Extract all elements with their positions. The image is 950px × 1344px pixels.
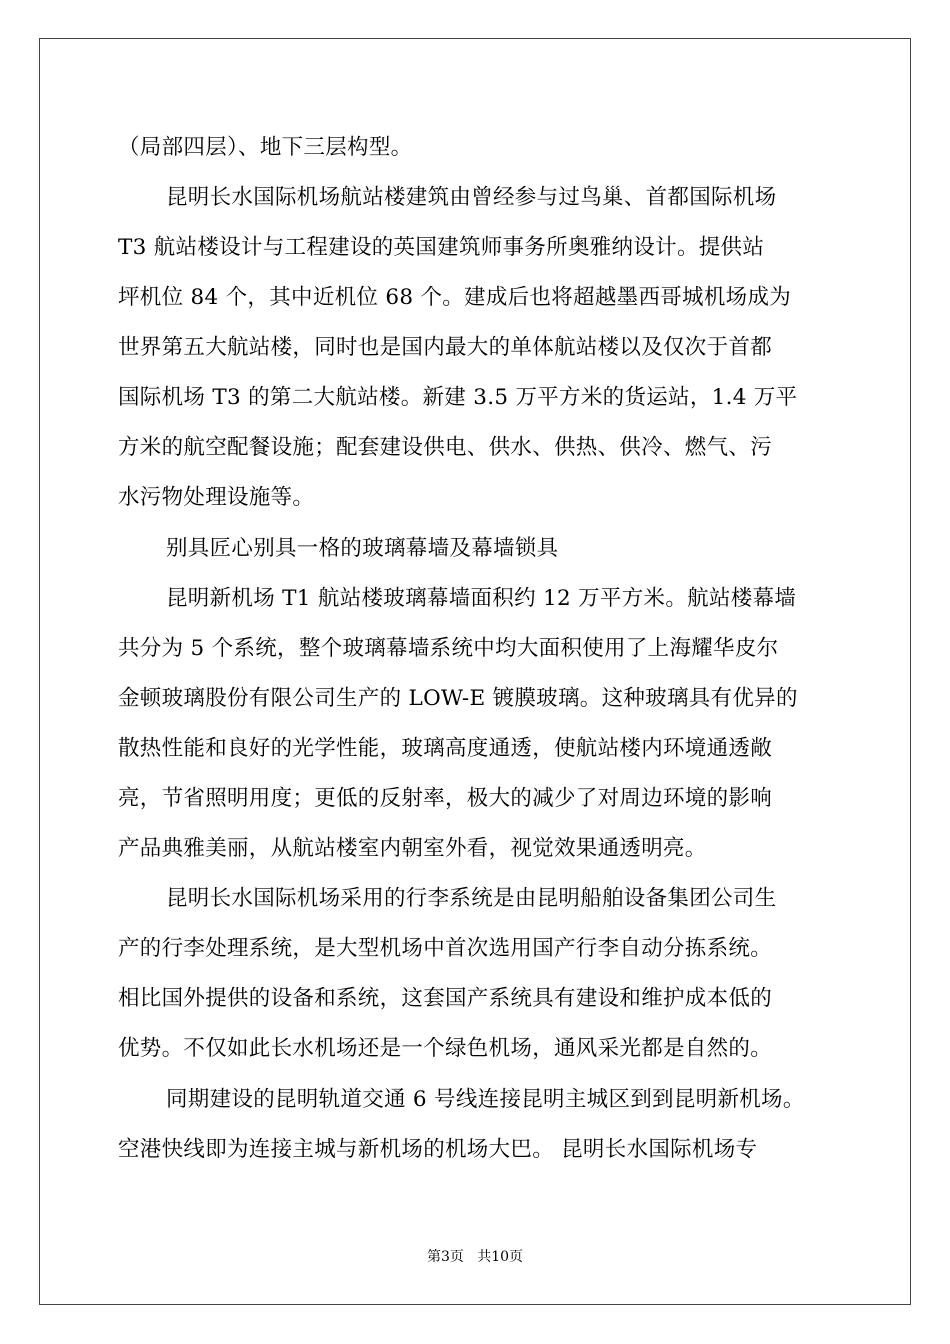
text-line: T3 航站楼设计与工程建设的英国建筑师事务所奥雅纳设计。提供站 [118,235,765,260]
page-number-footer: 第3页 共10页 [426,1249,524,1265]
text-line: 昆明长水国际机场采用的行李系统是由昆明船舶设备集团公司生 [166,886,777,911]
text-line: 坪机位 84 个，其中近机位 68 个。建成后也将超越墨西哥城机场成为 [118,285,792,310]
text-line: 优势。不仅如此长水机场还是一个绿色机场，通风采光都是自然的。 [118,1036,773,1061]
text-line: 方米的航空配餐设施；配套建设供电、供水、供热、供冷、燃气、污 [118,435,773,460]
text-line: 昆明长水国际机场航站楼建筑由曾经参与过鸟巢、首都国际机场 [166,185,777,210]
text-line: 产品典雅美丽，从航站楼室内朝室外看，视觉效果通透明亮。 [118,836,707,861]
text-line: 世界第五大航站楼，同时也是国内最大的单体航站楼以及仅次于首都 [118,335,773,360]
text-line: 亮，节省照明用度；更低的反射率，极大的减少了对周边环境的影响 [118,786,773,811]
text-line: 水污物处理设施等。 [118,485,315,510]
text-line: 国际机场 T3 的第二大航站楼。新建 3.5 万平方米的货运站，1.4 万平 [118,385,798,410]
text-line: 散热性能和良好的光学性能，玻璃高度通透，使航站楼内环境通透敞 [118,736,773,761]
text-line: 空港快线即为连接主城与新机场的机场大巴。 昆明长水国际机场专 [118,1137,758,1162]
text-line: 相比国外提供的设备和系统，这套国产系统具有建设和维护成本低的 [118,986,773,1011]
text-line: 同期建设的昆明轨道交通 6 号线连接昆明主城区到到昆明新机场。 [166,1087,805,1112]
text-line: 共分为 5 个系统，整个玻璃幕墙系统中均大面积使用了上海耀华皮尔 [118,636,779,661]
text-line: 金顿玻璃股份有限公司生产的 LOW-E 镀膜玻璃。这种玻璃具有优异的 [118,686,798,711]
text-line: 产的行李处理系统，是大型机场中首次选用国产行李自动分拣系统。 [118,936,773,961]
section-heading: 别具匠心别具一格的玻璃幕墙及幕墙锁具 [166,536,559,561]
text-line: 昆明新机场 T1 航站楼玻璃幕墙面积约 12 万平方米。航站楼幕墙 [166,586,797,611]
text-line: （局部四层）、地下三层构型。 [118,135,413,160]
